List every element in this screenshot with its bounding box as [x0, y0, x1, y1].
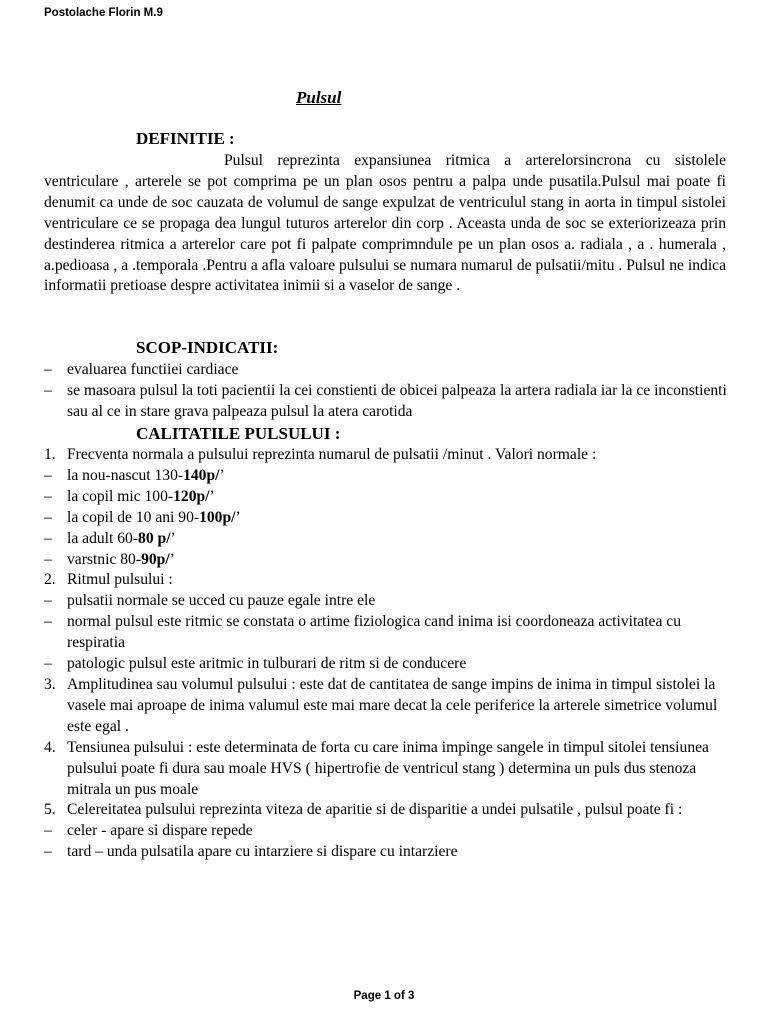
list-item-text: varstnic 80-90p/’ [67, 550, 175, 568]
list-marker: 5. [44, 801, 56, 819]
list-marker: 3. [44, 675, 56, 693]
dash-bullet: – [44, 381, 52, 399]
list-item-text: tard – unda pulsatila apare cu intarziere si dispare cu intarziere [67, 843, 458, 861]
list-item [44, 675, 734, 738]
list-marker: – [44, 508, 52, 526]
list-item [44, 360, 734, 381]
list-item-text: normal pulsul este ritmic se constata o artime fiziologica cand inima isi coordoneaza activitatea cu respiratia [67, 613, 681, 652]
list-item-text: la nou-nascut 130-140p/’ [67, 466, 225, 484]
list-item [44, 508, 734, 529]
list-marker: – [44, 592, 52, 610]
list-item-text: Amplitudinea sau volumul pulsului : este dat de cantitatea de sange impins de inima in timpul sistolei la vasele mai aproape de inima valumul este mai mare decat la cele periferice la arterele simetrice volumul este egal . [67, 675, 718, 735]
list-marker: – [44, 550, 52, 568]
qualities-list [44, 445, 734, 863]
page-current: 1 [384, 990, 391, 1002]
page-of-label: of [390, 990, 408, 1002]
list-item-text: patologic pulsul este aritmic in tulburari de ritm si de conducere [67, 655, 467, 673]
list-item-text: Ritmul pulsului : [67, 571, 173, 589]
pulse-value: 90p/ [141, 550, 170, 568]
list-item [44, 612, 734, 654]
list-item [44, 800, 734, 821]
page-total: 3 [407, 990, 415, 1002]
list-item [44, 654, 734, 675]
list-marker: – [44, 822, 52, 840]
page-label: Page [353, 990, 385, 1002]
list-marker: – [44, 466, 52, 484]
list-marker: – [44, 843, 52, 861]
list-item [44, 550, 734, 571]
pulse-value: 100p/ [199, 508, 236, 526]
list-item [44, 487, 734, 508]
pulse-value: 120p/ [173, 487, 210, 505]
document-author: Postolache Florin M.9 [44, 7, 163, 19]
definition-heading: DEFINITIE : [136, 129, 235, 148]
list-item [44, 570, 734, 591]
list-item [44, 821, 734, 842]
list-marker: 4. [44, 738, 56, 756]
list-item [44, 381, 734, 423]
list-marker: – [44, 487, 52, 505]
list-marker: – [44, 613, 52, 631]
list-item-text: se masoara pulsul la toti pacientii la cei constienti de obicei palpeaza la artera radiala iar la ce inconstienti sau al ce in stare grava palpeaza pulsul la atera carotida [67, 381, 727, 420]
document-title: Pulsul [296, 88, 342, 107]
list-item-text: celer - apare si dispare repede [67, 822, 253, 840]
pulse-value: 80 p/ [138, 529, 171, 547]
list-item-text: evaluarea functiiei cardiace [67, 361, 239, 378]
list-item [44, 529, 734, 550]
list-item-text: la adult 60-80 p/’ [67, 529, 176, 547]
list-marker: 1. [44, 446, 56, 463]
dash-bullet: – [44, 361, 52, 378]
scope-heading: SCOP-INDICATII: [136, 338, 279, 357]
list-marker: – [44, 655, 52, 673]
list-marker: 2. [44, 571, 56, 589]
qualities-heading: CALITATILE PULSULUI : [136, 424, 341, 443]
list-item-text: Celereitatea pulsului reprezinta viteza de aparitie si de disparitie a undei pulsatile , pulsul poate fi : [67, 801, 683, 819]
definition-paragraph: Pulsul reprezinta expansiunea ritmica a arterelorsincrona cu sistolele ventriculare , arterele se pot comprima pe un plan osos pentru a palpa unde pusatila.Pulsul mai poate fi denumit ca unde de soc cauzata de volumul de sange expulzat de ventriculul stang in aorta in timpul sistolei ventriculare ce se propaga dea lungul tuturos arterelor din corp . Aceasta unda de soc se exteriorizeaza prin destinderea ritmica a arterelor care pot fi palpate comprimndule pe un plan osos a. radiala , a . humerala , a.pedioasa , a .temporala .Pentru a afla valoare pulsului se numara numarul de pulsatii/mitu . Pulsul ne indica informatii pretioase despre activitatea inimii si a vaselor de sange . [44, 152, 726, 295]
list-item-text: la copil mic 100-120p/’ [67, 487, 215, 505]
list-marker: – [44, 529, 52, 547]
list-item [44, 445, 734, 466]
list-item-text: la copil de 10 ani 90-100p/’ [67, 508, 241, 526]
list-item [44, 591, 734, 612]
page-footer [0, 990, 768, 1002]
list-item-text: pulsatii normale se ucced cu pauze egale intre ele [67, 592, 376, 610]
list-item [44, 842, 734, 863]
scope-list [44, 360, 734, 423]
list-item-text: Frecventa normala a pulsului reprezinta numarul de pulsatii /minut . Valori normale : [67, 446, 597, 463]
pulse-value: 140p/ [183, 466, 220, 484]
list-item [44, 466, 734, 487]
list-item-text: Tensiunea pulsului : este determinata de forta cu care inima impinge sangele in timpul sitolei tensiunea pulsului poate fi dura sau moale HVS ( hipertrofie de ventricul stang ) determina un puls dus stenoza mitrala un pus moale [67, 738, 709, 798]
list-item [44, 738, 734, 801]
